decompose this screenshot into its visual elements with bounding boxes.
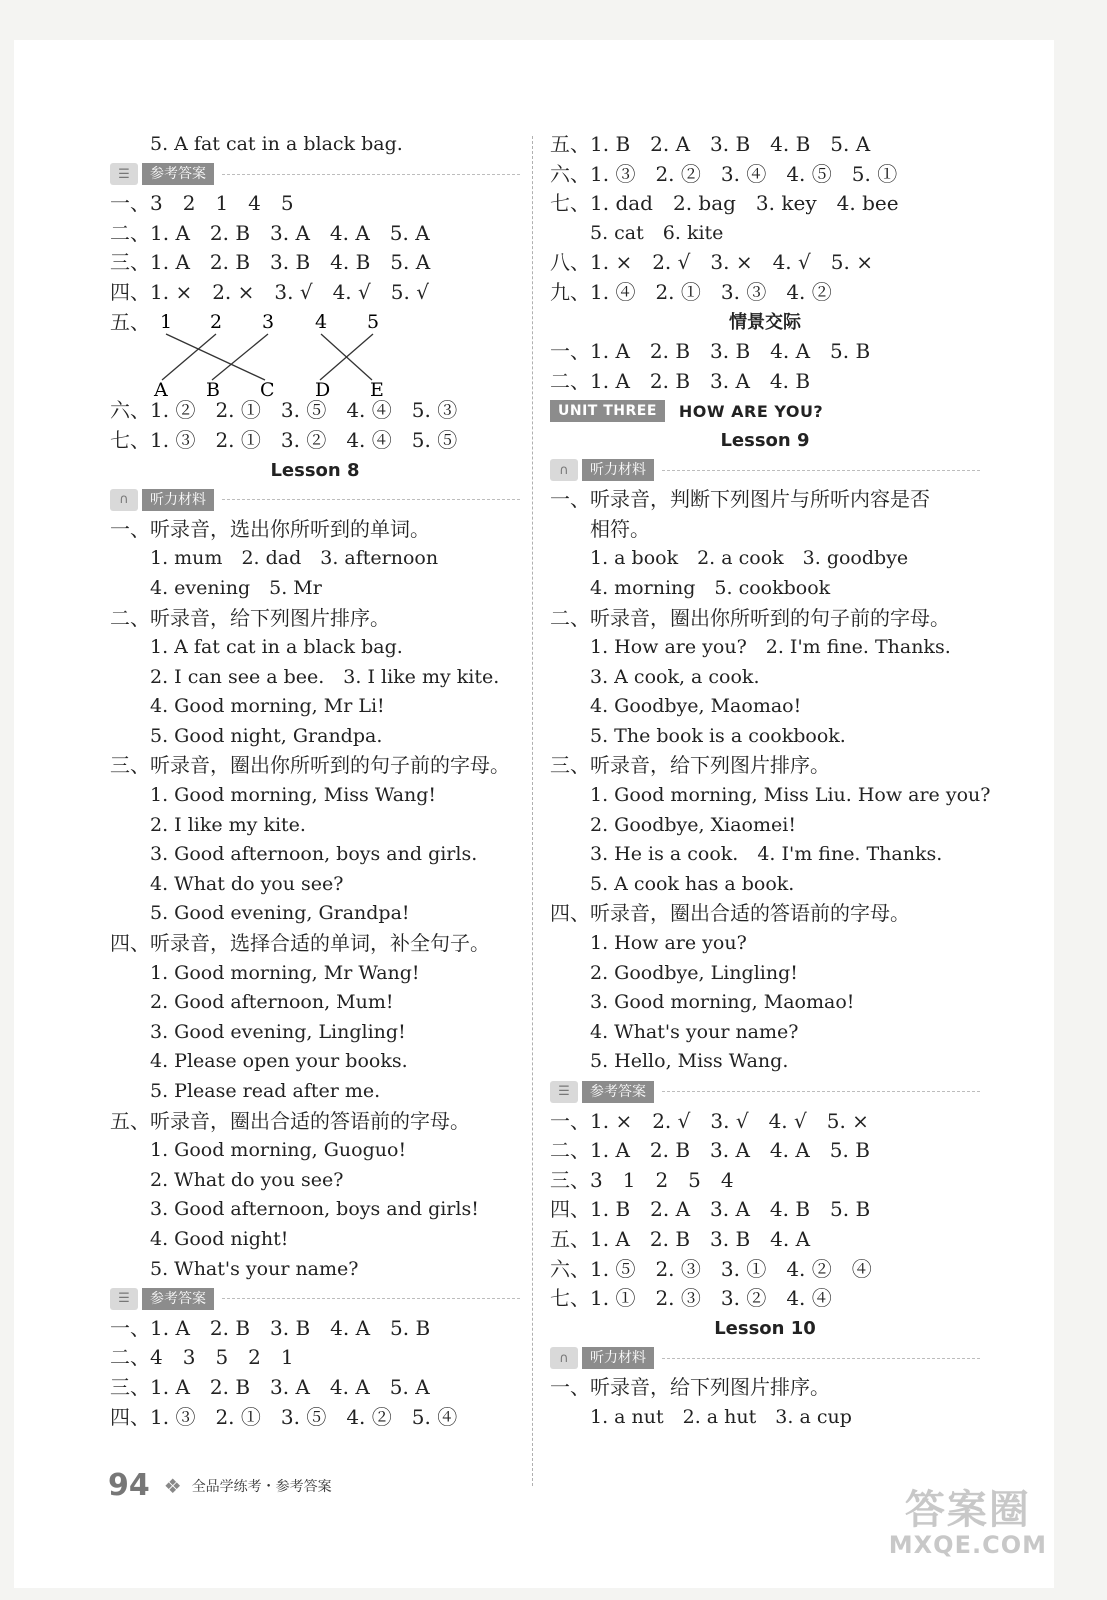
match-top-5: 5: [367, 310, 380, 333]
match-bottom-d: D: [315, 378, 331, 397]
match-bottom-c: C: [260, 378, 275, 397]
page-number: 94: [108, 1468, 150, 1503]
answer-line: 七、1. dad 2. bag 3. key 4. bee: [550, 191, 899, 216]
item-line: 3. Good afternoon, boys and girls.: [150, 843, 478, 866]
answer-line: 一、1. × 2. √ 3. √ 4. √ 5. ×: [550, 1108, 869, 1133]
section-rule: [222, 499, 520, 500]
item-line: 5. What's your name?: [150, 1257, 359, 1280]
item-line: 1. a nut 2. a hut 3. a cup: [590, 1405, 852, 1428]
diamond-icon: ❖: [163, 1473, 182, 1498]
listening-header: [550, 1343, 980, 1373]
item-line: 5. The book is a cookbook.: [590, 724, 846, 747]
answers-label: 参考答案: [142, 163, 214, 185]
item-line: 3. He is a cook. 4. I'm fine. Thanks.: [590, 843, 943, 866]
item-line: 1. mum 2. dad 3. afternoon: [150, 547, 439, 570]
item-line: 1. Good morning, Miss Liu. How are you?: [590, 784, 991, 807]
listening-label: 听力材料: [582, 1347, 654, 1369]
question-line: 四、听录音，选择合适的单词，补全句子。: [110, 931, 490, 956]
answer-line: 三、3 1 2 5 4: [550, 1167, 734, 1192]
item-line: 4. Please open your books.: [150, 1050, 408, 1073]
item-line: 2. I like my kite.: [150, 813, 306, 836]
answers-header: [110, 160, 520, 190]
match-top-1: 1: [160, 310, 173, 333]
lesson-8-title: Lesson 8: [270, 459, 360, 481]
question-line: 一、听录音，给下列图片排序。: [550, 1374, 830, 1399]
match-bottom-a: A: [154, 378, 168, 397]
lesson-10-title: Lesson 10: [714, 1317, 816, 1339]
answer-key-icon: ☰: [110, 1288, 138, 1310]
answer-line: 5. cat 6. kite: [590, 221, 724, 244]
item-line: 5. A cook has a book.: [590, 872, 795, 895]
question-line: 相符。: [590, 516, 650, 541]
right-column: [550, 130, 991, 1432]
situational-dialogue-title: 情景交际: [729, 311, 801, 333]
listening-label: 听力材料: [142, 489, 214, 511]
unit-heading: [550, 396, 980, 426]
page-footer: [108, 1468, 332, 1503]
item-line: 5. Hello, Miss Wang.: [590, 1050, 789, 1073]
item-line: 2. What do you see?: [150, 1168, 344, 1191]
item-line: 5. Good night, Grandpa.: [150, 724, 383, 747]
answer-line: 三、1. A 2. B 3. B 4. B 5. A: [110, 250, 431, 275]
item-line: 3. Good evening, Lingling!: [150, 1020, 406, 1043]
answer-line: 四、1. ③ 2. ① 3. ⑤ 4. ② 5. ④: [110, 1404, 458, 1429]
answer-line: 四、1. × 2. × 3. √ 4. √ 5. √: [110, 279, 429, 304]
answer-line: 一、3 2 1 4 5: [110, 191, 294, 216]
item-line: 5. Please read after me.: [150, 1080, 381, 1103]
question-line: 二、听录音，圈出你所听到的句子前的字母。: [550, 605, 950, 630]
item-line: 2. I can see a bee. 3. I like my kite.: [150, 665, 500, 688]
left-top-line: 5. A fat cat in a black bag.: [150, 133, 403, 155]
item-line: 2. Goodbye, Xiaomei!: [590, 813, 796, 836]
section-rule: [222, 1298, 520, 1299]
column-divider: [532, 136, 533, 1486]
answer-line: 三、1. A 2. B 3. A 4. A 5. A: [110, 1374, 430, 1399]
answer-key-icon: ☰: [550, 1081, 578, 1103]
match-top-2: 2: [210, 310, 223, 333]
matching-diagram: [110, 308, 410, 397]
unit-badge: UNIT THREE: [550, 400, 665, 422]
question-line: 二、听录音，给下列图片排序。: [110, 605, 390, 630]
watermark-logo: 答案圈: [904, 1487, 1031, 1533]
answer-line: 四、1. B 2. A 3. A 4. B 5. B: [550, 1197, 871, 1222]
item-line: 1. How are you? 2. I'm fine. Thanks.: [590, 636, 951, 659]
match-top-4: 4: [315, 310, 328, 333]
answer-line: 五、1. A 2. B 3. B 4. A: [550, 1226, 811, 1251]
answer-line: 一、1. A 2. B 3. B 4. A 5. B: [110, 1315, 431, 1340]
item-line: 3. Good afternoon, boys and girls!: [150, 1198, 479, 1221]
item-line: 1. Good morning, Guoguo!: [150, 1139, 407, 1162]
left-column: [110, 130, 520, 1432]
matching-answer: [110, 308, 520, 397]
match-line-3-b: [212, 334, 268, 380]
match-line-2-a: [162, 334, 216, 380]
match-bottom-e: E: [370, 378, 384, 397]
answer-line: 八、1. × 2. √ 3. × 4. √ 5. ×: [550, 250, 873, 275]
answer-line: 二、4 3 5 2 1: [110, 1345, 294, 1370]
question-line: 一、听录音，选出你所听到的单词。: [110, 516, 430, 541]
item-line: 4. Good night!: [150, 1227, 289, 1250]
answer-key-icon: ☰: [110, 163, 138, 185]
unit-title: HOW ARE YOU?: [678, 401, 824, 421]
item-line: 1. Good morning, Mr Wang!: [150, 961, 420, 984]
item-line: 4. What do you see?: [150, 872, 344, 895]
watermark-url: MXQE.COM: [888, 1531, 1047, 1559]
question-line: 三、听录音，给下列图片排序。: [550, 753, 830, 778]
section-rule: [222, 174, 520, 175]
item-line: 1. How are you?: [590, 932, 747, 955]
answer-line: 五、1. B 2. A 3. B 4. B 5. A: [550, 132, 871, 156]
lesson-9-title: Lesson 9: [720, 429, 810, 451]
answer-line: 六、1. ③ 2. ② 3. ④ 4. ⑤ 5. ①: [550, 161, 898, 186]
item-line: 1. A fat cat in a black bag.: [150, 636, 403, 659]
section-rule: [662, 470, 980, 471]
item-line: 2. Good afternoon, Mum!: [150, 991, 394, 1014]
answers-header: [110, 1284, 520, 1314]
headphones-icon: ∩: [550, 459, 578, 481]
listening-header: [550, 456, 980, 486]
match-bottom-b: B: [206, 378, 220, 397]
section-rule: [662, 1358, 980, 1359]
answers-label: 参考答案: [142, 1288, 214, 1310]
item-line: 4. What's your name?: [590, 1020, 799, 1043]
answers-label: 参考答案: [582, 1081, 654, 1103]
answer-line: 二、1. A 2. B 3. A 4. A 5. B: [550, 1138, 870, 1163]
answer-line: 六、1. ⑤ 2. ③ 3. ① 4. ② ④: [550, 1256, 872, 1281]
item-line: 2. Goodbye, Lingling!: [590, 961, 798, 984]
answer-line: 六、1. ② 2. ① 3. ⑤ 4. ④ 5. ③: [110, 398, 458, 423]
section-rule: [662, 1091, 980, 1092]
item-line: 1. a book 2. a cook 3. goodbye: [590, 547, 909, 570]
answer-line: 九、1. ④ 2. ① 3. ③ 4. ②: [550, 279, 832, 304]
answer-line: 七、1. ③ 2. ① 3. ② 4. ④ 5. ⑤: [110, 427, 458, 452]
question-line: 四、听录音，圈出合适的答语前的字母。: [550, 901, 910, 926]
item-line: 1. Good morning, Miss Wang!: [150, 784, 437, 807]
answer-line: 二、1. A 2. B 3. A 4. A 5. A: [110, 220, 430, 245]
watermark: [889, 1478, 1047, 1559]
headphones-icon: ∩: [110, 489, 138, 511]
answer-line: 二、1. A 2. B 3. A 4. B: [550, 368, 811, 393]
match-line-1-c: [166, 334, 265, 380]
item-line: 4. evening 5. Mr: [150, 576, 322, 599]
item-line: 4. Goodbye, Maomao!: [590, 695, 802, 718]
answer-line: 一、1. A 2. B 3. B 4. A 5. B: [550, 339, 871, 364]
listening-header: [110, 485, 520, 515]
headphones-icon: ∩: [550, 1347, 578, 1369]
listening-label: 听力材料: [582, 459, 654, 481]
question-line: 三、听录音，圈出你所听到的句子前的字母。: [110, 753, 510, 778]
answer-line: 七、1. ① 2. ③ 3. ② 4. ④: [550, 1286, 832, 1311]
matching-label: 五、: [110, 309, 150, 334]
item-line: 3. Good morning, Maomao!: [590, 991, 855, 1014]
item-line: 4. Good morning, Mr Li!: [150, 695, 385, 718]
book-title: 全品学练考・参考答案: [191, 1478, 332, 1495]
item-line: 4. morning 5. cookbook: [590, 576, 831, 599]
question-line: 五、听录音，圈出合适的答语前的字母。: [110, 1108, 470, 1133]
question-line: 一、听录音，判断下列图片与所听内容是否: [550, 487, 930, 512]
item-line: 3. A cook, a cook.: [590, 665, 760, 688]
item-line: 5. Good evening, Grandpa!: [150, 902, 410, 925]
match-top-3: 3: [262, 310, 275, 333]
answers-header: [550, 1077, 980, 1107]
